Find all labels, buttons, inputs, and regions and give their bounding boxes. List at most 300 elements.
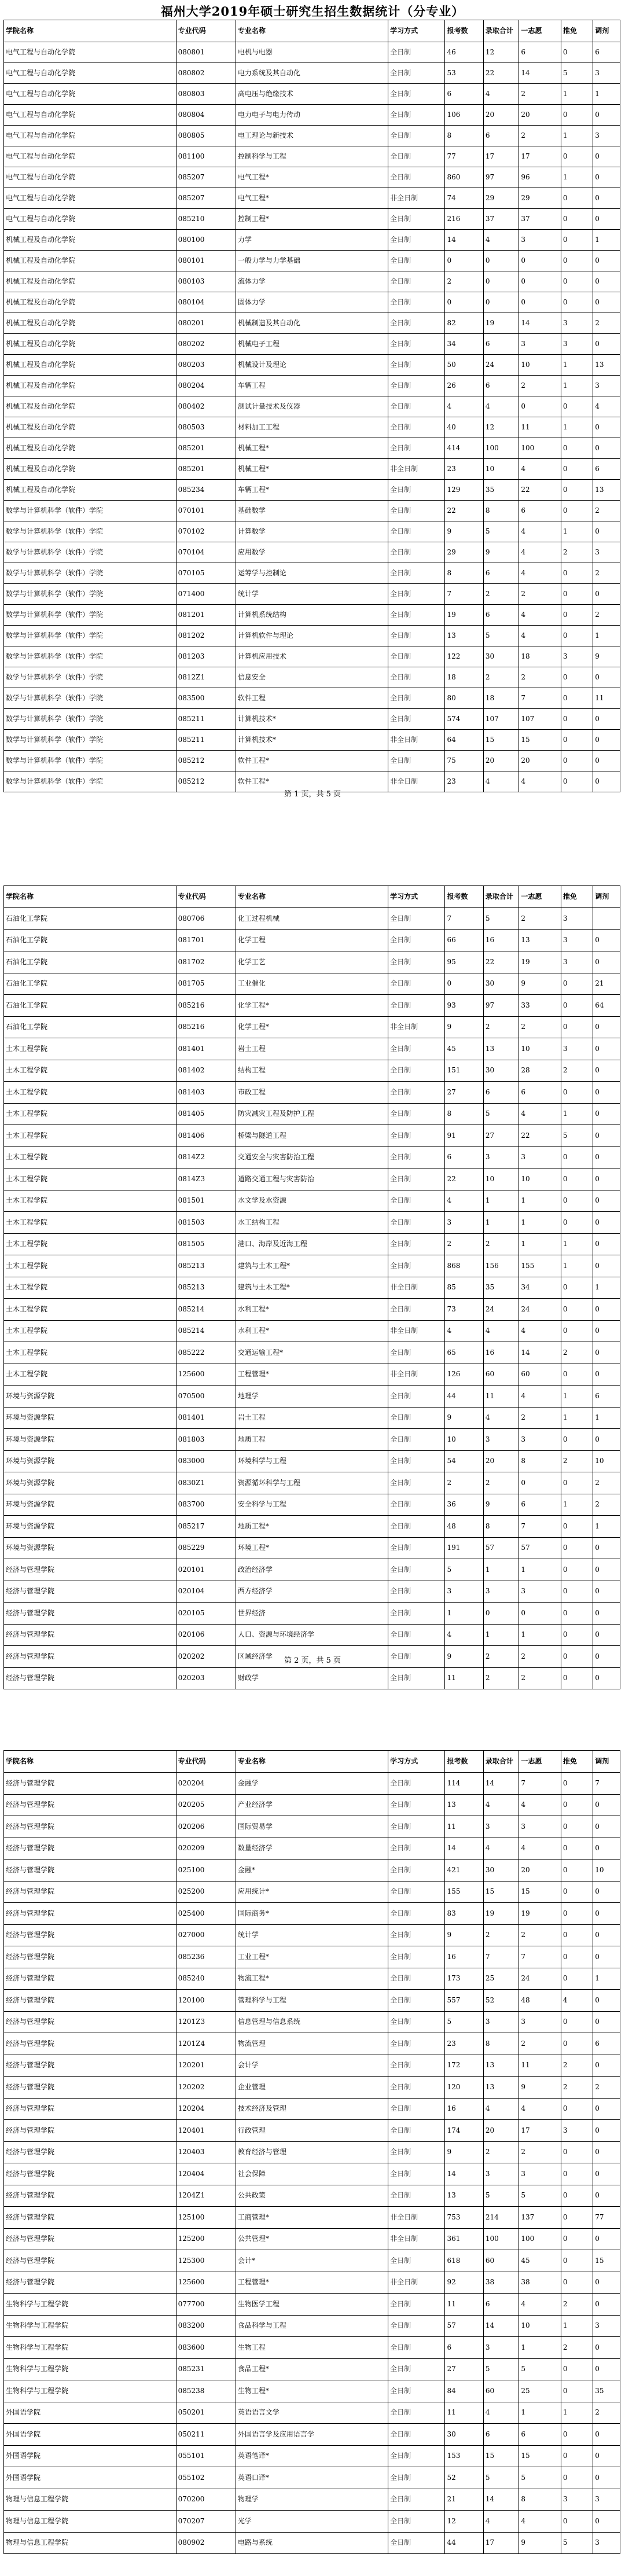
table-cell: 0 <box>593 1603 620 1625</box>
table-cell: 15 <box>483 2445 519 2467</box>
table-cell: 全日制 <box>388 271 445 292</box>
table-cell: 生物工程* <box>236 2380 388 2402</box>
table-cell: 全日制 <box>388 521 445 542</box>
table-row <box>4 605 620 626</box>
column-header: 一志愿 <box>519 20 561 42</box>
table-row <box>4 1903 620 1925</box>
table-cell: 6 <box>483 334 519 355</box>
table-cell: 0 <box>593 1082 620 1104</box>
table-cell: 电机与电器 <box>236 42 388 63</box>
table-cell: 0 <box>561 1646 593 1668</box>
table-cell: 2 <box>593 1494 620 1516</box>
table-cell: 2 <box>519 1924 561 1946</box>
table-cell: 环境与资源学院 <box>4 1429 177 1451</box>
table-cell: 0 <box>593 1990 620 2012</box>
table-cell: 107 <box>519 709 561 730</box>
table-cell: 34 <box>519 1277 561 1299</box>
table-cell: 非全日制 <box>388 2228 445 2250</box>
table-cell: 机械工程及自动化学院 <box>4 376 177 396</box>
table-row <box>4 1277 620 1299</box>
table-cell: 085234 <box>176 480 236 501</box>
table-cell: 0 <box>561 1016 593 1038</box>
table-cell: 085211 <box>176 730 236 751</box>
table-cell: 0 <box>593 2424 620 2446</box>
table-cell: 0 <box>593 2337 620 2359</box>
table-cell: 13 <box>483 1038 519 1060</box>
table-cell: 0 <box>593 1838 620 1860</box>
table-cell: 120404 <box>176 2163 236 2185</box>
table-cell: 0 <box>561 1581 593 1603</box>
table-cell: 全日制 <box>388 2402 445 2424</box>
table-cell: 0 <box>561 1903 593 1925</box>
column-header: 一志愿 <box>519 886 561 908</box>
table-cell: 0 <box>561 2380 593 2402</box>
table-cell: 物理学 <box>236 2489 388 2511</box>
table-cell: 全日制 <box>388 146 445 167</box>
table-cell: 0 <box>519 1472 561 1494</box>
table-cell: 车辆工程* <box>236 480 388 501</box>
table-cell: 2 <box>519 1407 561 1429</box>
table-cell: 14 <box>445 1838 483 1860</box>
table-cell: 85 <box>445 1277 483 1299</box>
table-cell: 7 <box>519 688 561 709</box>
column-header: 调剂 <box>593 20 620 42</box>
table-cell: 0 <box>483 1603 519 1625</box>
table-cell: 18 <box>519 646 561 667</box>
table-row <box>4 2098 620 2120</box>
table-cell: 1 <box>593 626 620 646</box>
table-cell: 全日制 <box>388 313 445 334</box>
table-cell: 8 <box>519 2489 561 2511</box>
table-cell: 085229 <box>176 1537 236 1559</box>
table-cell: 9 <box>445 1924 483 1946</box>
table-cell: 95 <box>445 951 483 973</box>
table-cell: 17 <box>483 2532 519 2554</box>
table-cell: 5 <box>483 521 519 542</box>
table-cell: 9 <box>445 521 483 542</box>
table-row <box>4 2011 620 2033</box>
table-cell <box>593 908 620 930</box>
table-cell: 0 <box>561 2272 593 2294</box>
table-cell: 0 <box>483 271 519 292</box>
table-cell: 0 <box>561 1146 593 1168</box>
table-cell: 57 <box>445 2315 483 2337</box>
table-cell: 085211 <box>176 709 236 730</box>
table-cell: 数学与计算机科学（软件）学院 <box>4 501 177 521</box>
table-cell: 0 <box>593 2120 620 2142</box>
table-cell: 070500 <box>176 1386 236 1408</box>
table-cell: 全日制 <box>388 480 445 501</box>
table-cell: 34 <box>445 334 483 355</box>
table-cell: 070105 <box>176 563 236 584</box>
table-cell: 2 <box>593 501 620 521</box>
table-row <box>4 2120 620 2142</box>
table-row <box>4 417 620 438</box>
table-cell: 20 <box>483 105 519 126</box>
table-cell: 全日制 <box>388 2033 445 2055</box>
table-cell: 6 <box>519 2424 561 2446</box>
table-cell: 22 <box>445 1168 483 1190</box>
table-cell: 全日制 <box>388 709 445 730</box>
table-cell: 0 <box>561 1881 593 1903</box>
table-cell: 0 <box>445 973 483 995</box>
table-cell: 机械工程及自动化学院 <box>4 438 177 459</box>
table-cell: 机械制造及其自动化 <box>236 313 388 334</box>
table-cell: 0 <box>593 105 620 126</box>
table-cell: 2 <box>593 2077 620 2099</box>
table-cell: 085201 <box>176 438 236 459</box>
table-cell: 全日制 <box>388 646 445 667</box>
table-cell: 全日制 <box>388 2011 445 2033</box>
table-cell: 会计* <box>236 2250 388 2272</box>
table-cell: 050211 <box>176 2424 236 2446</box>
table-cell: 9 <box>445 2141 483 2163</box>
table-cell: 2 <box>483 1646 519 1668</box>
table-cell: 0 <box>561 973 593 995</box>
table-cell: 0 <box>561 1320 593 1342</box>
table-cell: 经济与管理学院 <box>4 1903 177 1925</box>
column-header: 专业名称 <box>236 20 388 42</box>
table-cell: 0 <box>593 709 620 730</box>
table-cell: 29 <box>483 188 519 209</box>
table-cell: 软件工程* <box>236 751 388 771</box>
table-cell: 618 <box>445 2250 483 2272</box>
table-cell: 全日制 <box>388 973 445 995</box>
table-cell: 数学与计算机科学（软件）学院 <box>4 730 177 751</box>
table-cell: 3 <box>561 951 593 973</box>
table-row <box>4 751 620 771</box>
table-cell: 全日制 <box>388 417 445 438</box>
table-cell: 020106 <box>176 1624 236 1646</box>
table-cell: 2 <box>561 2337 593 2359</box>
table-cell: 经济与管理学院 <box>4 1924 177 1946</box>
table-cell: 11 <box>593 688 620 709</box>
table-cell: 金融* <box>236 1860 388 1882</box>
table-row <box>4 2185 620 2207</box>
table-cell: 全日制 <box>388 2532 445 2554</box>
table-cell: 0 <box>561 396 593 417</box>
table-row <box>4 1537 620 1559</box>
table-cell: 土木工程学院 <box>4 1103 177 1125</box>
table-cell: 全日制 <box>388 1624 445 1646</box>
table-cell: 3 <box>483 2011 519 2033</box>
table-cell: 070104 <box>176 542 236 563</box>
table-cell: 2 <box>445 1472 483 1494</box>
table-row <box>4 1364 620 1386</box>
table-cell: 2 <box>519 2033 561 2055</box>
table-cell: 5 <box>561 63 593 84</box>
table-cell: 统计学 <box>236 1924 388 1946</box>
table-cell: 非全日制 <box>388 459 445 480</box>
table-cell: 行政管理 <box>236 2120 388 2142</box>
table-cell: 环境与资源学院 <box>4 1472 177 1494</box>
table-cell: 3 <box>519 2011 561 2033</box>
table-cell: 化学工程* <box>236 995 388 1017</box>
table-cell: 生物科学与工程学院 <box>4 2358 177 2380</box>
table-cell: 全日制 <box>388 251 445 271</box>
table-cell: 085213 <box>176 1255 236 1277</box>
table-cell: 3 <box>561 2120 593 2142</box>
table-cell: 66 <box>445 929 483 951</box>
table-cell: 84 <box>445 2380 483 2402</box>
table-row <box>4 1342 620 1364</box>
table-cell: 全日制 <box>388 209 445 230</box>
table-cell: 全日制 <box>388 2489 445 2511</box>
table-cell: 070101 <box>176 501 236 521</box>
table-cell: 20 <box>483 2120 519 2142</box>
table-cell: 3 <box>561 929 593 951</box>
table-cell: 计算机应用技术 <box>236 646 388 667</box>
table-cell: 13 <box>445 626 483 646</box>
table-cell: 非全日制 <box>388 2272 445 2294</box>
table-cell: 60 <box>483 2250 519 2272</box>
table-cell: 世界经济 <box>236 1603 388 1625</box>
table-cell: 050201 <box>176 2402 236 2424</box>
table-cell: 64 <box>593 995 620 1017</box>
table-cell: 2 <box>593 2402 620 2424</box>
table-cell: 0 <box>593 1624 620 1646</box>
table-row <box>4 146 620 167</box>
table-cell: 19 <box>483 1903 519 1925</box>
table-cell: 经济与管理学院 <box>4 1881 177 1903</box>
table-cell: 水利工程* <box>236 1320 388 1342</box>
table-cell: 3 <box>561 908 593 930</box>
table-cell: 非全日制 <box>388 1320 445 1342</box>
table-cell: 0 <box>593 146 620 167</box>
table-cell: 0 <box>593 271 620 292</box>
table-cell: 食品科学与工程 <box>236 2315 388 2337</box>
column-header: 学院名称 <box>4 886 177 908</box>
table-cell: 全日制 <box>388 438 445 459</box>
table-cell: 全日制 <box>388 2511 445 2533</box>
column-header: 报考数 <box>445 20 483 42</box>
table-cell: 020203 <box>176 1667 236 1689</box>
table-cell: 120403 <box>176 2141 236 2163</box>
table-cell: 全日制 <box>388 908 445 930</box>
table-cell: 3 <box>483 2163 519 2185</box>
table-cell: 3 <box>483 1816 519 1838</box>
table-cell: 环境与资源学院 <box>4 1516 177 1538</box>
table-cell: 57 <box>519 1537 561 1559</box>
table-cell: 0 <box>561 438 593 459</box>
table-cell: 52 <box>483 1990 519 2012</box>
table-cell: 5 <box>519 2467 561 2489</box>
table-cell: 0 <box>593 251 620 271</box>
table-cell: 数学与计算机科学（软件）学院 <box>4 542 177 563</box>
table-cell: 085213 <box>176 1277 236 1299</box>
table-cell: 环境与资源学院 <box>4 1386 177 1408</box>
table-cell: 085236 <box>176 1946 236 1968</box>
table-cell: 电气工程* <box>236 188 388 209</box>
table-cell: 全日制 <box>388 1494 445 1516</box>
table-cell: 人口、资源与环境经济学 <box>236 1624 388 1646</box>
table-cell: 5 <box>483 2358 519 2380</box>
table-cell: 085231 <box>176 2358 236 2380</box>
table-row <box>4 1038 620 1060</box>
table-cell: 0 <box>561 251 593 271</box>
table-cell: 石油化工学院 <box>4 973 177 995</box>
table-cell: 外国语学院 <box>4 2424 177 2446</box>
table-cell: 2 <box>593 605 620 626</box>
page-footer-1: 第 1 页，共 5 页 <box>284 790 341 799</box>
column-header: 一志愿 <box>519 1751 561 1773</box>
table-cell: 经济与管理学院 <box>4 2120 177 2142</box>
table-cell: 1 <box>519 1190 561 1212</box>
table-cell: 085207 <box>176 188 236 209</box>
table-cell: 0 <box>561 605 593 626</box>
table-cell: 交通运输工程* <box>236 1342 388 1364</box>
table-cell: 1 <box>593 230 620 251</box>
table-cell: 3 <box>519 1816 561 1838</box>
table-cell: 0 <box>561 2011 593 2033</box>
table-cell: 020104 <box>176 1581 236 1603</box>
table-cell: 081203 <box>176 646 236 667</box>
table-cell: 金融学 <box>236 1773 388 1795</box>
table-cell: 计算数学 <box>236 521 388 542</box>
table-cell: 0 <box>593 1233 620 1255</box>
table-cell: 3 <box>519 334 561 355</box>
table-row <box>4 313 620 334</box>
table-cell: 2 <box>561 1450 593 1472</box>
table-cell: 4 <box>445 1190 483 1212</box>
table-cell: 数学与计算机科学（软件）学院 <box>4 626 177 646</box>
table-cell: 1201Z4 <box>176 2033 236 2055</box>
table-row <box>4 396 620 417</box>
table-cell: 080402 <box>176 396 236 417</box>
table-row <box>4 929 620 951</box>
table-cell: 2 <box>483 1016 519 1038</box>
table-cell: 77 <box>445 146 483 167</box>
table-cell: 1201Z3 <box>176 2011 236 2033</box>
table-row <box>4 188 620 209</box>
table-cell: 081100 <box>176 146 236 167</box>
table-row <box>4 376 620 396</box>
table-row <box>4 1581 620 1603</box>
table-row <box>4 2445 620 2467</box>
table-cell: 全日制 <box>388 2445 445 2467</box>
table-cell: 经济与管理学院 <box>4 2033 177 2055</box>
table-cell: 0 <box>593 2228 620 2250</box>
table-cell: 0 <box>561 188 593 209</box>
column-header: 录取合计 <box>483 20 519 42</box>
table-cell: 191 <box>445 1537 483 1559</box>
table-cell: 石油化工学院 <box>4 1016 177 1038</box>
table-cell: 081405 <box>176 1103 236 1125</box>
table-cell: 3 <box>593 2532 620 2554</box>
table-cell: 石油化工学院 <box>4 951 177 973</box>
table-cell: 18 <box>445 667 483 688</box>
table-cell: 38 <box>519 2272 561 2294</box>
table-cell: 9 <box>593 646 620 667</box>
table-row <box>4 1082 620 1104</box>
table-cell: 0 <box>519 396 561 417</box>
table-cell: 22 <box>445 501 483 521</box>
table-row <box>4 2294 620 2316</box>
table-row <box>4 973 620 995</box>
table-row <box>4 1968 620 1990</box>
table-cell: 6 <box>483 563 519 584</box>
table-cell: 电力系统及其自动化 <box>236 63 388 84</box>
table-cell: 机械工程及自动化学院 <box>4 417 177 438</box>
table-cell: 机械工程及自动化学院 <box>4 313 177 334</box>
table-cell: 防灾减灾工程及防护工程 <box>236 1103 388 1125</box>
table-cell: 经济与管理学院 <box>4 2077 177 2099</box>
table-cell: 2 <box>561 1342 593 1364</box>
table-cell: 4 <box>519 459 561 480</box>
table-cell: 055102 <box>176 2467 236 2489</box>
table-cell: 4 <box>483 84 519 105</box>
table-cell: 20 <box>519 751 561 771</box>
table-cell: 全日制 <box>388 1342 445 1364</box>
table-cell: 岩土工程 <box>236 1038 388 1060</box>
table-cell: 全日制 <box>388 1581 445 1603</box>
table-cell: 9 <box>483 1494 519 1516</box>
table-cell: 全日制 <box>388 2337 445 2359</box>
table-cell: 35 <box>593 2380 620 2402</box>
table-cell: 19 <box>445 605 483 626</box>
table-cell: 083600 <box>176 2337 236 2359</box>
table-cell: 0 <box>519 271 561 292</box>
table-cell: 4 <box>483 2098 519 2120</box>
table-cell: 0 <box>593 1364 620 1386</box>
table-cell: 电气工程与自动化学院 <box>4 84 177 105</box>
table-cell: 0 <box>561 1190 593 1212</box>
table-cell: 085214 <box>176 1299 236 1321</box>
column-header: 专业名称 <box>236 1751 388 1773</box>
table-cell: 6 <box>483 1082 519 1104</box>
table-cell: 全日制 <box>388 2077 445 2099</box>
table-cell: 10 <box>593 1450 620 1472</box>
table-cell: 0 <box>561 2445 593 2467</box>
table-cell: 29 <box>519 188 561 209</box>
table-cell: 8 <box>445 126 483 146</box>
table-cell: 107 <box>483 709 519 730</box>
table-cell: 化工过程机械 <box>236 908 388 930</box>
table-cell: 120201 <box>176 2055 236 2077</box>
column-header: 推免 <box>561 20 593 42</box>
table-cell: 0 <box>561 501 593 521</box>
table-cell: 0 <box>561 1794 593 1816</box>
table-cell: 96 <box>519 167 561 188</box>
table-cell: 24 <box>519 1968 561 1990</box>
table-cell: 081201 <box>176 605 236 626</box>
table-cell: 14 <box>519 1342 561 1364</box>
table-cell: 14 <box>483 2315 519 2337</box>
table-cell: 生物科学与工程学院 <box>4 2294 177 2316</box>
table-row <box>4 1233 620 1255</box>
table-cell: 全日制 <box>388 84 445 105</box>
table-cell: 经济与管理学院 <box>4 1603 177 1625</box>
table-cell: 17 <box>519 2120 561 2142</box>
table-cell: 97 <box>483 995 519 1017</box>
table-cell: 0 <box>561 771 593 792</box>
table-cell: 37 <box>483 209 519 230</box>
table-row <box>4 1924 620 1946</box>
table-row <box>4 1386 620 1408</box>
table-cell: 27 <box>445 1082 483 1104</box>
table-cell: 7 <box>483 1946 519 1968</box>
table-cell: 数学与计算机科学（软件）学院 <box>4 605 177 626</box>
table-cell: 92 <box>445 2272 483 2294</box>
table-cell: 4 <box>519 2294 561 2316</box>
table-cell: 3 <box>519 2163 561 2185</box>
table-cell: 0 <box>561 563 593 584</box>
table-cell: 0 <box>593 1190 620 1212</box>
table-cell: 2 <box>561 1060 593 1082</box>
table-cell: 0 <box>593 2294 620 2316</box>
table-cell: 全日制 <box>388 751 445 771</box>
table-row <box>4 1060 620 1082</box>
